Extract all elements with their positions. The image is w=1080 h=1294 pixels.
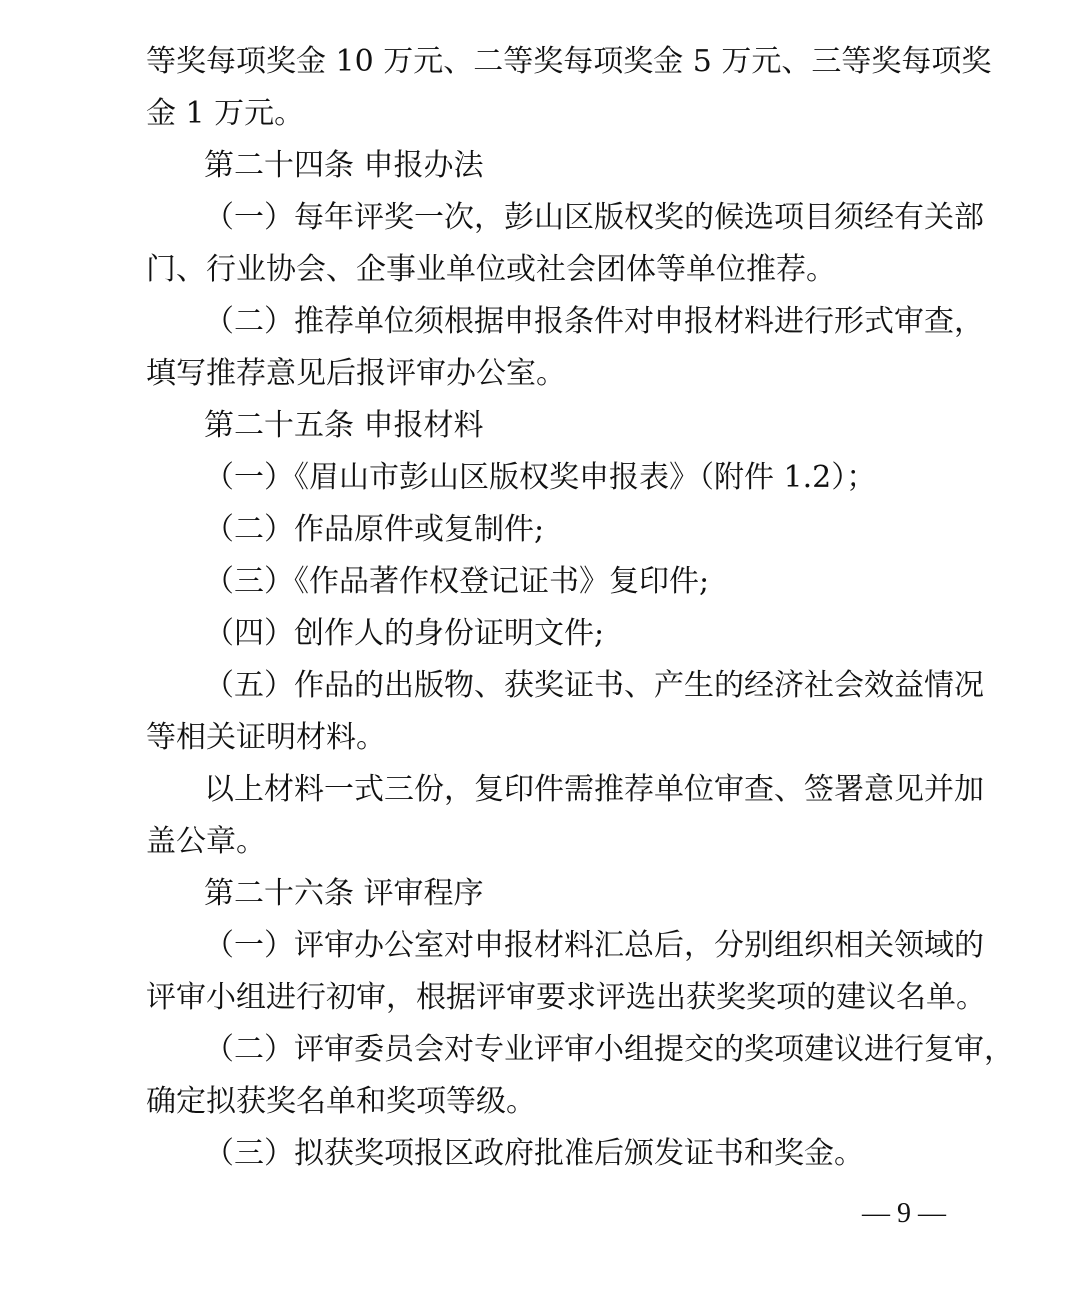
text-line: 填写推荐意见后报评审办公室。	[146, 356, 566, 391]
text-line: （一）评审办公室对申报材料汇总后，分别组织相关领域的	[204, 928, 984, 963]
text-line: 等奖每项奖金 10 万元、二等奖每项奖金 5 万元、三等奖每项奖	[146, 44, 992, 79]
article-heading: 第二十四条 申报办法	[204, 148, 484, 183]
text-line: 确定拟获奖名单和奖项等级。	[146, 1084, 536, 1119]
text-line: （二）推荐单位须根据申报条件对申报材料进行形式审查，	[204, 304, 984, 339]
text-line: 以上材料一式三份，复印件需推荐单位审查、签署意见并加	[204, 772, 984, 807]
text-line: （三）《作品著作权登记证书》复印件;	[204, 564, 710, 599]
text-line: （一）《眉山市彭山区版权奖申报表》（附件 1.2）；	[204, 460, 877, 495]
page-number: — 9 —	[862, 1198, 946, 1229]
text-line: 等相关证明材料。	[146, 720, 386, 755]
text-line: （一）每年评奖一次，彭山区版权奖的候选项目须经有关部	[204, 200, 984, 235]
article-heading: 第二十五条 申报材料	[204, 408, 484, 443]
text-line: （二）作品原件或复制件;	[204, 512, 545, 547]
text-line: 门、行业协会、企事业单位或社会团体等单位推荐。	[146, 252, 836, 287]
text-line: （二）评审委员会对专业评审小组提交的奖项建议进行复审，	[204, 1032, 1014, 1067]
text-line: 盖公章。	[146, 824, 266, 859]
article-heading: 第二十六条 评审程序	[204, 876, 484, 911]
text-line: （三）拟获奖项报区政府批准后颁发证书和奖金。	[204, 1136, 864, 1171]
text-line: （四）创作人的身份证明文件;	[204, 616, 605, 651]
text-line: 评审小组进行初审，根据评审要求评选出获奖奖项的建议名单。	[146, 980, 986, 1015]
text-line: 金 1 万元。	[146, 96, 305, 131]
text-line: （五）作品的出版物、获奖证书、产生的经济社会效益情况	[204, 668, 984, 703]
